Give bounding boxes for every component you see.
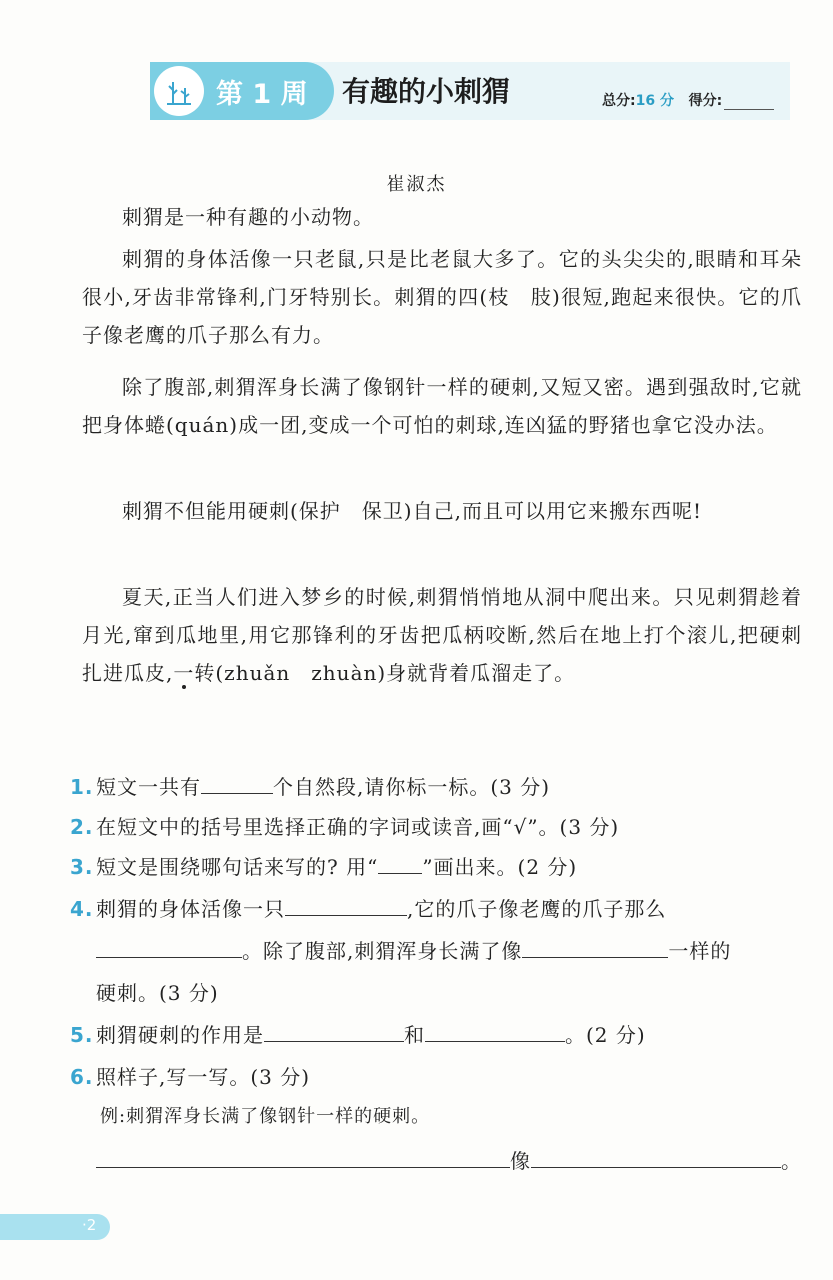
question-number: 4. xyxy=(70,897,94,921)
question-number: 5. xyxy=(70,1023,94,1047)
question-6 xyxy=(70,1058,810,1096)
question-6-example: 例:刺猬浑身长满了像钢针一样的硬刺。 xyxy=(100,1106,431,1127)
question-1 xyxy=(70,768,810,806)
score-area xyxy=(602,90,774,110)
answer-blank[interactable] xyxy=(96,933,242,958)
question-text: 。除了腹部,刺猬浑身长满了像 xyxy=(242,939,523,963)
question-text: ,它的爪子像老鹰的爪子那么 xyxy=(407,897,667,921)
question-text: 个自然段,请你标一标。(3 分) xyxy=(273,775,551,799)
underline-sample xyxy=(378,849,422,874)
question-text: 和 xyxy=(404,1023,425,1047)
answer-blank[interactable] xyxy=(285,891,407,916)
question-text: 。(2 分) xyxy=(565,1023,646,1047)
question-text: 短文一共有 xyxy=(96,775,201,799)
score-blank[interactable] xyxy=(724,95,774,110)
question-text: 一样的 xyxy=(668,939,732,963)
paragraph-2: 刺猬的身体活像一只老鼠,只是比老鼠大多了。它的头尖尖的,眼睛和耳朵很小,牙齿非常锋利,门牙特别长。刺猬的四(枝 肢)很短,跑起来很快。它的爪子像老鹰的爪子那么有力。 xyxy=(82,247,802,347)
question-number: 6. xyxy=(70,1065,94,1089)
answer-blank[interactable] xyxy=(425,1017,565,1042)
question-3 xyxy=(70,848,810,886)
total-points: 16 分 xyxy=(635,93,674,109)
author: 崔淑杰 xyxy=(386,174,447,195)
question-4-line-3: 硬刺。(3 分) xyxy=(96,981,219,1005)
question-4-line-2 xyxy=(96,932,810,970)
page-number: ·2 xyxy=(82,1216,97,1234)
paragraph-5 xyxy=(82,578,802,692)
answer-blank[interactable] xyxy=(96,1143,510,1168)
answer-blank[interactable] xyxy=(522,933,668,958)
question-number: 1. xyxy=(70,775,94,799)
emphasis-char: 一 xyxy=(173,661,195,685)
question-text: 像 xyxy=(510,1149,531,1173)
question-text: 在短文中的括号里选择正确的字词或读音,画“√”。(3 分) xyxy=(96,815,620,839)
paragraph-4: 刺猬不但能用硬刺(保护 保卫)自己,而且可以用它来搬东西呢! xyxy=(122,499,702,523)
question-6-answer-line xyxy=(96,1142,810,1180)
paragraph-5-after: 转(zhuǎn zhuàn)身就背着瓜溜走了。 xyxy=(194,661,576,685)
week-label: 第 1 周 xyxy=(216,79,308,110)
answer-blank[interactable] xyxy=(531,1143,781,1168)
question-number: 2. xyxy=(70,815,94,839)
paragraph-1: 刺猬是一种有趣的小动物。 xyxy=(122,205,374,229)
question-text: 刺猬硬刺的作用是 xyxy=(96,1023,264,1047)
question-text: ”画出来。(2 分) xyxy=(422,855,578,879)
question-number: 3. xyxy=(70,855,94,879)
question-text: 刺猬的身体活像一只 xyxy=(96,897,285,921)
question-text: 照样子,写一写。(3 分) xyxy=(96,1065,311,1089)
question-text: 短文是围绕哪句话来写的? 用“ xyxy=(96,855,379,879)
answer-blank[interactable] xyxy=(264,1017,404,1042)
question-4 xyxy=(70,890,810,928)
question-2 xyxy=(70,808,810,846)
score-label: 得分: xyxy=(688,93,723,109)
total-label: 总分: xyxy=(602,93,636,109)
tree-icon-circle xyxy=(154,66,204,116)
question-5 xyxy=(70,1016,810,1054)
answer-blank[interactable] xyxy=(201,769,273,794)
question-text: 。 xyxy=(781,1149,802,1173)
lesson-title: 有趣的小刺猬 xyxy=(342,75,511,108)
paragraph-3: 除了腹部,刺猬浑身长满了像钢针一样的硬刺,又短又密。遇到强敌时,它就把身体蜷(quán)成一团,变成一个可怕的刺球,连凶猛的野猪也拿它没办法。 xyxy=(82,375,802,437)
tree-icon xyxy=(165,78,193,106)
paragraph-5-before: 夏天,正当人们进入梦乡的时候,刺猬悄悄地从洞中爬出来。只见刺猬趁着月光,窜到瓜地里,用它那锋利的牙齿把瓜柄咬断,然后在地上打个滚儿,把硬刺扎进瓜皮, xyxy=(82,585,802,685)
